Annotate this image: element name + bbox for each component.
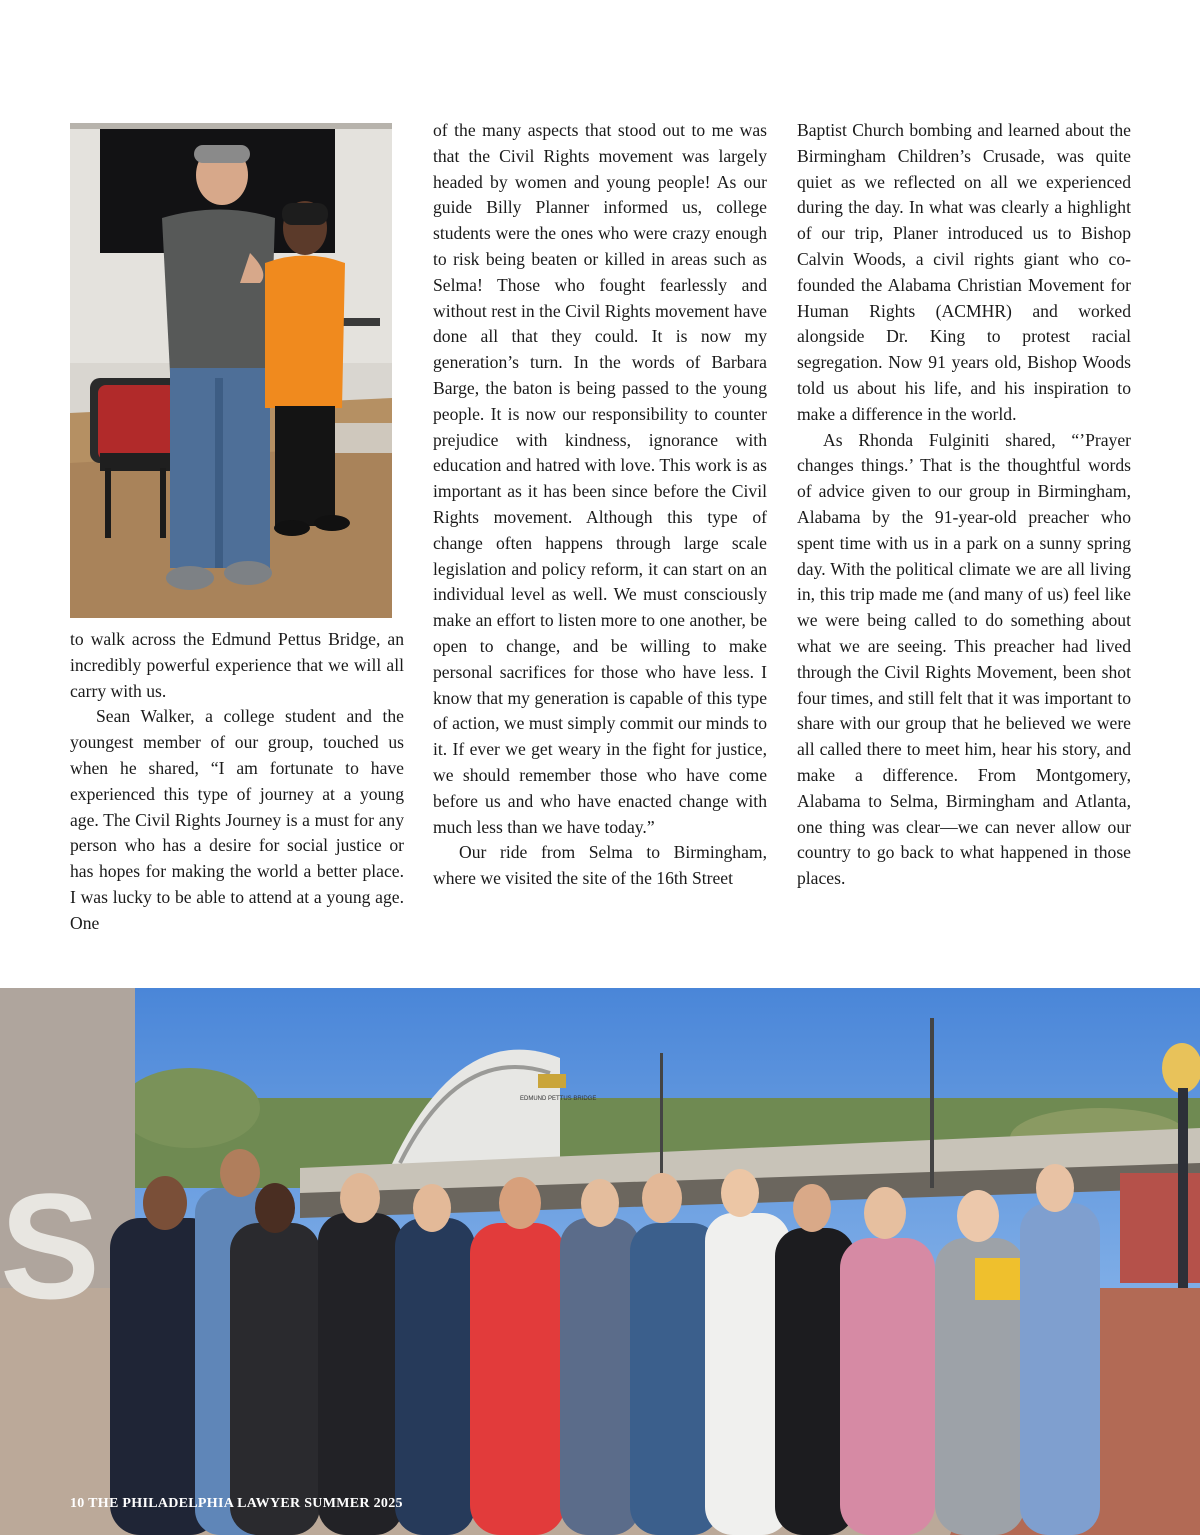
svg-text:S: S xyxy=(0,1162,101,1330)
speakers-photo xyxy=(70,123,392,618)
column-2-paragraph-2: Our ride from Selma to Birmingham, where we visited the site of the 16th Street xyxy=(433,842,767,889)
column-3-text xyxy=(797,118,1131,892)
column-1-text xyxy=(70,627,404,937)
bridge-sign: EDMUND PETTUS BRIDGE xyxy=(520,1096,597,1102)
column-2-paragraph-1: of the many aspects that stood out to me was that the Civil Rights movement was largely headed by women and young people! As our guide Billy Planner informed us, college students were the ones who were crazy enough to risk being beaten or killed in areas such as Selma! Those who fought fearlessly and without rest in the Civil Rights movement have done all that they could. It is now my generation’s turn. In the words of Barbara Barge, the baton is being passed to the young people. It is now our responsibility to counter prejudice with kindness, ignorance with education and hatred with love. This work is as important as it has been since before the Civil Rights movement. Although this type of change often happens through large scale legislation and policy reform, it can start on an individual level as well. We must consciously make an effort to listen more to one another, be open to change, and be willing to make personal sacrifices for those who have less. I know that my generation is capable of this type of action, we must simply commit our minds to it. If ever we get weary in the fight for justice, we should remember those who have come before us and who have enacted change with much less than we have today.” xyxy=(433,120,767,837)
column-1-paragraph-1: to walk across the Edmund Pettus Bridge, an incredibly powerful experience that we will all carry with us. xyxy=(70,629,404,701)
column-1-paragraph-2: Sean Walker, a college student and the youngest member of our group, touched us when he shared, “I am fortunate to have experienced this type of journey at a young age. The Civil Rights Journey is a must for any person who has a desire for social justice or has hopes for making the world a better place. I was lucky to be able to attend at a young age. One xyxy=(70,706,404,933)
column-2-text xyxy=(433,118,767,892)
column-3-paragraph-1: Baptist Church bombing and learned about the Birmingham Children’s Crusade, was quite quiet as we reflected on all we experienced during the day. In what was clearly a highlight of our trip, Planer introduced us to Bishop Calvin Woods, a civil rights giant who co-founded the Alabama Christian Movement for Human Rights (ACMHR) and worked alongside Dr. King to protest racial segregation. Now 91 years old, Bishop Woods told us about his life, and his inspiration to make a difference in the world. xyxy=(797,120,1131,424)
page-footer: 10 THE PHILADELPHIA LAWYER SUMMER 2025 xyxy=(70,1496,403,1511)
column-3-paragraph-2: As Rhonda Fulginiti shared, “’Prayer changes things.’ That is the thoughtful words of advice given to our group in Birmingham, Alabama by the 91-year-old preacher who spent time with us in a park on a sunny spring day. With the political climate we are all living in, this trip made me (and many of us) feel like we were being called to do something about what we are seeing. This preacher had lived through the Civil Rights Movement, been shot four times, and still felt that it was important to share with our group that he believed we were all called there to meet him, hear his story, and make a difference. From Montgomery, Alabama to Selma, Birmingham and Atlanta, one thing was clear—we can never allow our country to go back to what happened in those places. xyxy=(797,429,1131,889)
group-photo xyxy=(0,988,1200,1535)
